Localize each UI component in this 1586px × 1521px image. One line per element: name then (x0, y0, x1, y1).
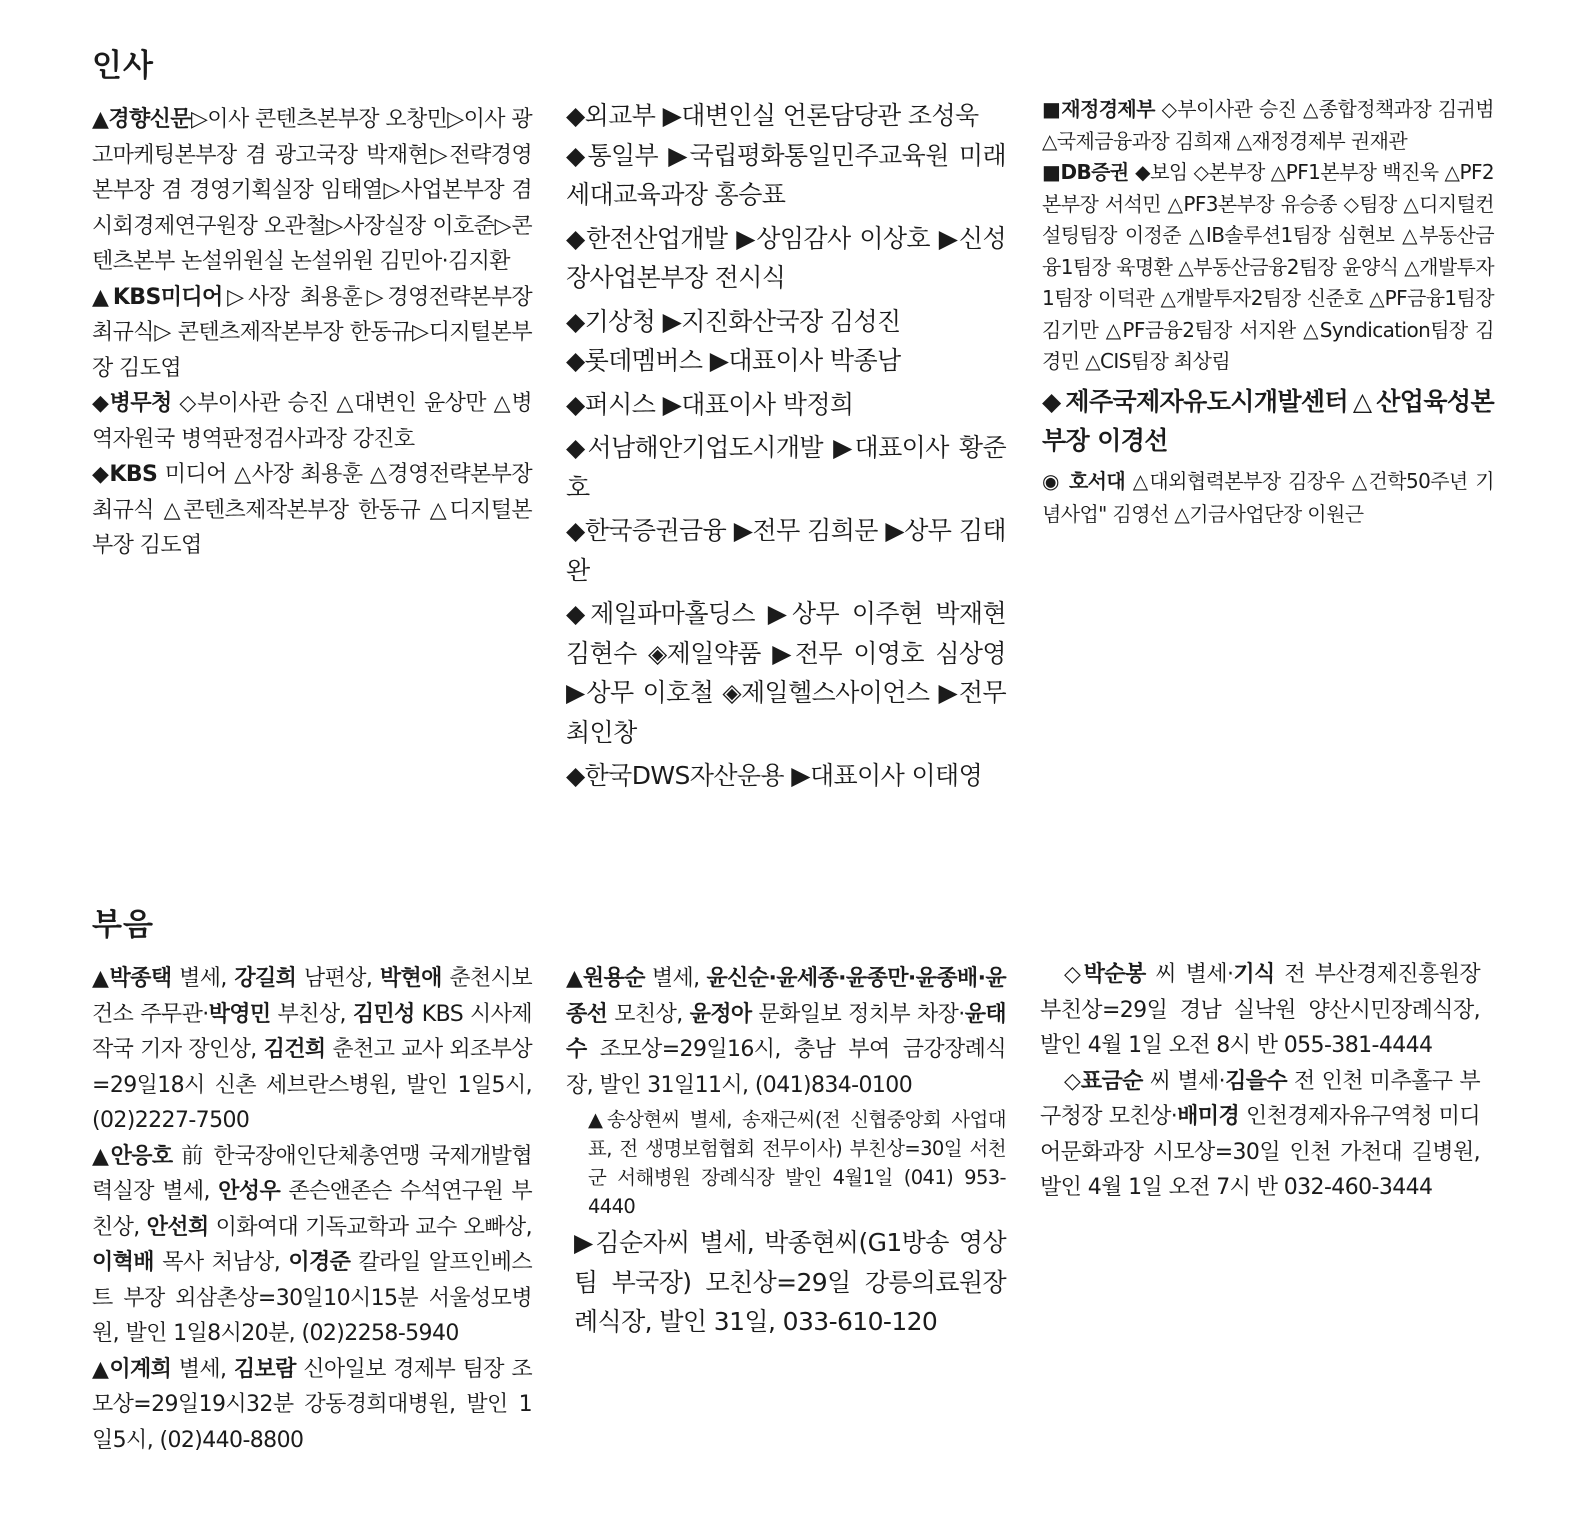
obituary-item: ▶김순자씨 별세, 박종현씨(G1방송 영상팀 부국장) 모친상=29일 강릉의료원장례식장, 발인 31일, 033-610-120 (574, 1228, 1006, 1336)
person-name: 이경준 (288, 1250, 351, 1275)
person-name: 표금순 (1080, 1068, 1143, 1094)
obituary-text: 남편상, (296, 966, 380, 991)
personnel-column-1 (92, 102, 532, 564)
obituary-text: 별세, (171, 1356, 234, 1382)
personnel-hoseo (1042, 465, 1494, 531)
org-name: KBS미디어 (112, 284, 223, 310)
obituary-text: 씨 별세· (1142, 1068, 1226, 1094)
triangle-mark: ▲ (92, 966, 110, 991)
person-name: 김민성 (352, 1001, 415, 1027)
diamond-mark: ◇ (1064, 962, 1084, 987)
person-name: 안성우 (218, 1179, 281, 1204)
obituary-text: 부친상, (270, 1001, 353, 1027)
triangle-mark: ▲ (92, 1143, 111, 1169)
person-name: 강길희 (234, 966, 297, 991)
person-name: 박종택 (109, 966, 172, 991)
obituary-text: 별세, (644, 966, 707, 991)
person-name: 이계희 (109, 1356, 172, 1382)
obituary-text: 전 인천 미추홀구 부구청장 모친상· (1040, 1068, 1481, 1129)
obituary-text: 목사 처남상, (153, 1250, 289, 1275)
triangle-mark: ▲ (92, 1356, 110, 1382)
obituary-item (92, 961, 532, 1139)
personnel-column-3 (1042, 94, 1494, 531)
personnel-item: ◆퍼시스 ▶대표이사 박정희 (566, 389, 854, 419)
obituary-text: 춘천시보건소 주무관· (92, 966, 532, 1027)
person-name: 윤태수 (566, 1001, 1006, 1062)
person-name: 기식 (1233, 962, 1275, 987)
personnel-jeju: ◆제주국제자유도시개발센터△산업육성본부장 이경선 (1042, 386, 1494, 455)
person-name: 김건희 (263, 1037, 326, 1062)
obituary-text: 칼라일 알프인베스트 부장 외삼촌상=30일10시15분 서울성모병원, 발인 1일8시20분, (02)2258-5940 (92, 1250, 532, 1346)
personnel-text: ◇부이사관 승진 △대변인 윤상만 △병역자원국 병역판정검사과장 강진호 (92, 391, 533, 452)
personnel-mof (1042, 94, 1494, 157)
obituary-text: 조모상=29일16시, 충남 부여 금강장례식장, 발인 31일11시, (041)834-0100 (566, 1037, 1006, 1098)
obituary-item (566, 961, 1006, 1103)
obituary-item (92, 1352, 532, 1459)
org-name: ■DB증권 ◆ (1042, 160, 1151, 184)
personnel-item: ◆롯데멤버스 ▶대표이사 박종남 (566, 346, 901, 375)
obituary-column-1 (92, 961, 532, 1458)
person-name: 박현애 (379, 966, 442, 991)
obituary-text: 신아일보 경제부 팀장 조모상=29일19시32분 강동경희대병원, 발인 1일5시, (02)440-8800 (92, 1356, 532, 1453)
personnel-text: 보임 ◇본부장 △PF1본부장 백진욱 △PF2본부장 서석민 △PF3본부장 유승종 ◇팀장 △디지털컨설팅팀장 이정준 △IB솔루션1팀장 심현보 △부동산금융1팀장 육명환 △부동산금융2팀장 윤양식 △개발투자1팀장 이덕관 △개발투자2팀장 신준호 △PF금융1팀장 김기만 △PF금융2팀장 서지완 △Syndication팀장 김경민 △CIS팀장 최상림 (1042, 160, 1494, 373)
obituary-heading: 부음 (92, 907, 154, 943)
person-name: 김을수 (1225, 1068, 1288, 1094)
obituary-text: 이화여대 기독교학과 교수 오빠상, (208, 1214, 532, 1240)
personnel-item: ◆제일파마홀딩스 ▶상무 이주현 박재현 김현수 ◈제일약품 ▶전무 이영호 심상영 ▶상무 이호철 ◈제일헬스사이언스 ▶전무 최인창 (566, 599, 1006, 747)
obituary-item (92, 1139, 532, 1352)
personnel-item: ◆기상청 ▶지진화산국장 김성진 (566, 306, 901, 336)
obituary-text: 전 부산경제진흥원장 부친상=29일 경남 실낙원 양산시민장례식장, 발인 4월 1일 오전 8시 반 055-381-4444 (1040, 962, 1480, 1058)
person-name: 윤신순·윤세종·윤종만·윤종배·윤종선 (566, 966, 1006, 1027)
personnel-kbs-media-2 (92, 457, 532, 564)
obituary-item (1040, 957, 1480, 1064)
person-name: 박영민 (208, 1001, 271, 1027)
person-name: 윤정아 (689, 1001, 752, 1027)
personnel-item: ◆한전산업개발 ▶상임감사 이상호 ▶신성장사업본부장 전시식 (566, 223, 1006, 292)
triangle-mark: ▲ (92, 107, 109, 132)
person-name: 이혁배 (92, 1250, 154, 1275)
person-name: 배미경 (1177, 1104, 1240, 1129)
personnel-khan (92, 102, 532, 280)
personnel-item: ◆서남해안기업도시개발 ▶대표이사 황준호 (566, 433, 1006, 502)
person-name: 박순봉 (1083, 962, 1146, 987)
org-name: ◆병무청 (92, 391, 172, 416)
personnel-text: 미디어 △사장 최용훈 △경영전략본부장 최규식 △콘텐츠제작본부장 한동규 △디지털본부장 김도엽 (92, 462, 532, 558)
triangle-mark: ▲ (566, 966, 583, 991)
obituary-column-2 (566, 961, 1006, 1342)
personnel-mma (92, 386, 532, 457)
obituary-text: KBS 시사제작국 기자 장인상, (92, 1001, 533, 1062)
personnel-text: △대외협력본부장 김장우 △건학50주년 기념사업" 김영선 △기금사업단장 이원근 (1042, 468, 1495, 526)
org-name: ◉ 호서대 (1042, 468, 1126, 493)
personnel-item: ◆한국증권금융 ▶전무 김희문 ▶상무 김태완 (566, 516, 1006, 585)
org-name: ◆KBS (92, 462, 158, 487)
personnel-item: ◆한국DWS자산운용 ▶대표이사 이태영 (566, 761, 983, 790)
org-name: 경향신문 (108, 107, 191, 132)
obituary-text: 씨 별세· (1145, 962, 1234, 987)
obituary-text: 존슨앤존슨 수석연구원 부친상, (92, 1179, 532, 1240)
personnel-column-2 (566, 96, 1006, 796)
personnel-kbs-media (92, 280, 532, 387)
personnel-text: ▷이사 콘텐츠본부장 오창민▷이사 광고마케팅본부장 겸 광고국장 박재현▷전략경영본부장 겸 경영기획실장 임태열▷사업본부장 겸 시회경제연구원장 오관철▷사장실장 이호준▷콘텐츠본부 논설위원실 논설위원 김민아·김지환 (92, 107, 532, 274)
personnel-heading: 인사 (92, 48, 154, 84)
personnel-db (1042, 157, 1494, 378)
obituary-text: 별세, (171, 966, 235, 991)
person-name: 김보람 (233, 1356, 296, 1382)
personnel-item: ◆외교부 ▶대변인실 언론담당관 조성욱 (566, 101, 979, 130)
person-name: 안선희 (146, 1214, 209, 1240)
obituary-text: 문화일보 정치부 차장· (751, 1001, 965, 1027)
obituary-item: ▲송상현씨 별세, 송재근씨(전 신협중앙회 사업대표, 전 생명보험협회 전무이사) 부친상=30일 서천군 서해병원 장례식장 발인 4월1일 (041) 953-4440 (588, 1108, 1006, 1218)
personnel-item: ◆통일부 ▶국립평화통일민주교육원 미래세대교육과장 홍승표 (566, 140, 1006, 209)
personnel-text: ▷사장 최용훈▷경영전략본부장 최규식▷ 콘텐츠제작본부장 한동규▷디지털본부장 김도엽 (92, 284, 532, 381)
obituary-text: 인천경제자유구역청 미디어문화과장 시모상=30일 인천 가천대 길병원, 발인 4월 1일 오전 7시 반 032-460-3444 (1040, 1104, 1480, 1200)
personnel-text: ◇부이사관 승진 △종합정책과장 김귀범 △국제금융과장 김희재 △재정경제부 권재관 (1042, 97, 1494, 153)
person-name: 원용순 (582, 966, 645, 991)
obituary-item (1040, 1064, 1480, 1206)
obituary-text: 前 한국장애인단체총연맹 국제개발협력실장 별세, (92, 1143, 532, 1204)
diamond-mark: ◇ (1064, 1068, 1081, 1094)
org-name: ■재정경제부 (1042, 97, 1155, 121)
obituary-text: 모친상, (607, 1001, 690, 1027)
person-name: 안응호 (110, 1143, 173, 1169)
obituary-column-3 (1040, 957, 1480, 1206)
triangle-mark: ▲ (92, 284, 113, 310)
obituary-text: 춘천고 교사 외조부상=29일18시 신촌 세브란스병원, 발인 1일5시, (02)2227-7500 (92, 1037, 532, 1133)
